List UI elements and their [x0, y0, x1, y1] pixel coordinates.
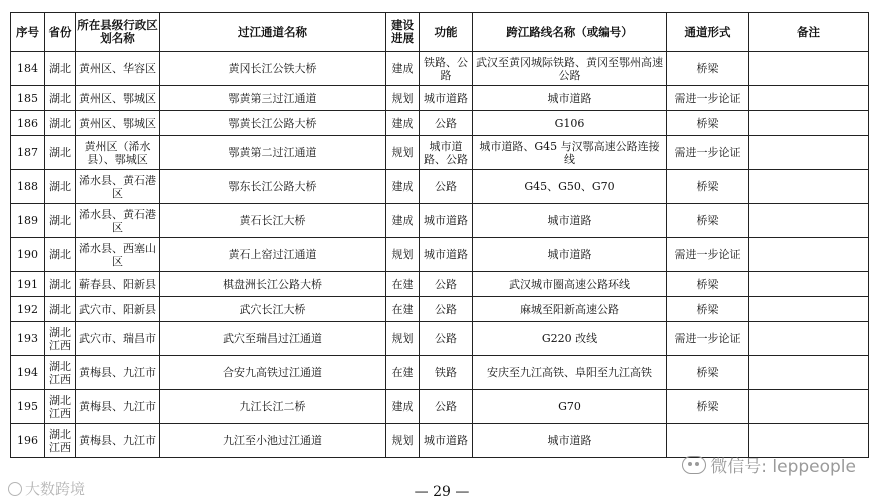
cell-no: 193 [11, 322, 45, 356]
cell-county: 浠水县、黄石港区 [76, 204, 160, 238]
cell-no: 187 [11, 136, 45, 170]
cell-function: 城市道路 [420, 424, 473, 458]
cell-function: 公路 [420, 322, 473, 356]
cell-function: 城市道路、公路 [420, 136, 473, 170]
cell-remark [749, 356, 869, 390]
cell-route: 城市道路、G45 与汉鄂高速公路连接线 [473, 136, 667, 170]
header-remark: 备注 [749, 13, 869, 52]
table-row [11, 356, 869, 390]
cell-county: 黄梅县、九江市 [76, 424, 160, 458]
header-route: 跨江路线名称（或编号） [473, 13, 667, 52]
cell-function: 城市道路 [420, 238, 473, 272]
cell-route: 城市道路 [473, 424, 667, 458]
cell-function: 城市道路 [420, 204, 473, 238]
cell-remark [749, 136, 869, 170]
cell-province: 湖北 [45, 86, 76, 111]
cell-county: 黄州区、鄂城区 [76, 86, 160, 111]
cell-function: 公路 [420, 111, 473, 136]
cell-status: 建成 [386, 170, 420, 204]
cell-no: 192 [11, 297, 45, 322]
cell-remark [749, 170, 869, 204]
cell-form: 桥梁 [667, 52, 749, 86]
header-status: 建设进展 [386, 13, 420, 52]
cell-route: 武汉至黄冈城际铁路、黄冈至鄂州高速公路 [473, 52, 667, 86]
cell-name: 黄石长江大桥 [160, 204, 386, 238]
table-row [11, 52, 869, 86]
wechat-icon [682, 456, 706, 474]
cell-form: 桥梁 [667, 390, 749, 424]
cell-form: 桥梁 [667, 170, 749, 204]
cell-county: 黄州区、鄂城区 [76, 111, 160, 136]
cell-form: 桥梁 [667, 204, 749, 238]
cell-function: 公路 [420, 390, 473, 424]
cell-name: 九江至小池过江通道 [160, 424, 386, 458]
cell-form: 需进一步论证 [667, 136, 749, 170]
cell-county: 武穴市、瑞昌市 [76, 322, 160, 356]
table-row [11, 111, 869, 136]
cell-county: 浠水县、黄石港区 [76, 170, 160, 204]
cell-county: 蕲春县、阳新县 [76, 272, 160, 297]
logo-text: 大数跨境 [25, 480, 86, 498]
cell-county: 黄州区（浠水县）、鄂城区 [76, 136, 160, 170]
table-row [11, 322, 869, 356]
cell-remark [749, 204, 869, 238]
cell-route: G70 [473, 390, 667, 424]
cell-no: 195 [11, 390, 45, 424]
cell-province: 湖北江西 [45, 356, 76, 390]
watermark-text: 微信号: leppeople [710, 457, 856, 477]
crossing-table [10, 12, 869, 458]
cell-status: 建成 [386, 204, 420, 238]
cell-county: 武穴市、阳新县 [76, 297, 160, 322]
cell-form: 需进一步论证 [667, 86, 749, 111]
cell-remark [749, 272, 869, 297]
cell-status: 在建 [386, 272, 420, 297]
cell-function: 铁路、公路 [420, 52, 473, 86]
cell-form: 桥梁 [667, 356, 749, 390]
table-row [11, 86, 869, 111]
cell-name: 合安九高铁过江通道 [160, 356, 386, 390]
header-name: 过江通道名称 [160, 13, 386, 52]
cell-remark [749, 297, 869, 322]
wechat-watermark [682, 452, 856, 477]
cell-province: 湖北江西 [45, 322, 76, 356]
cell-status: 规划 [386, 238, 420, 272]
cell-name: 鄂东长江公路大桥 [160, 170, 386, 204]
cell-route: 城市道路 [473, 204, 667, 238]
cell-remark [749, 390, 869, 424]
cell-route: 城市道路 [473, 238, 667, 272]
cell-province: 湖北江西 [45, 424, 76, 458]
header-row [11, 13, 869, 52]
cell-function: 铁路 [420, 356, 473, 390]
cell-no: 188 [11, 170, 45, 204]
cell-route: G106 [473, 111, 667, 136]
cell-province: 湖北 [45, 136, 76, 170]
cell-function: 公路 [420, 272, 473, 297]
cell-form: 需进一步论证 [667, 238, 749, 272]
cell-remark [749, 238, 869, 272]
cell-remark [749, 322, 869, 356]
cell-form: 桥梁 [667, 272, 749, 297]
cell-remark [749, 111, 869, 136]
cell-function: 公路 [420, 297, 473, 322]
table-row [11, 204, 869, 238]
header-form: 通道形式 [667, 13, 749, 52]
cell-form: 桥梁 [667, 111, 749, 136]
cell-name: 武穴长江大桥 [160, 297, 386, 322]
cell-county: 黄梅县、九江市 [76, 356, 160, 390]
cell-status: 在建 [386, 356, 420, 390]
cell-remark [749, 52, 869, 86]
cell-county: 黄梅县、九江市 [76, 390, 160, 424]
cell-status: 规划 [386, 136, 420, 170]
cell-county: 黄州区、华容区 [76, 52, 160, 86]
cell-no: 184 [11, 52, 45, 86]
cell-function: 城市道路 [420, 86, 473, 111]
cell-route: 城市道路 [473, 86, 667, 111]
cell-route: G45、G50、G70 [473, 170, 667, 204]
cell-function: 公路 [420, 170, 473, 204]
cell-status: 规划 [386, 424, 420, 458]
table-row [11, 238, 869, 272]
table-row [11, 297, 869, 322]
cell-remark [749, 86, 869, 111]
cell-route: 麻城至阳新高速公路 [473, 297, 667, 322]
cell-province: 湖北 [45, 204, 76, 238]
cell-name: 鄂黄第三过江通道 [160, 86, 386, 111]
cell-province: 湖北 [45, 170, 76, 204]
table-row [11, 390, 869, 424]
cell-status: 规划 [386, 322, 420, 356]
header-province: 省份 [45, 13, 76, 52]
cell-no: 194 [11, 356, 45, 390]
cell-name: 棋盘洲长江公路大桥 [160, 272, 386, 297]
cell-county: 浠水县、西塞山区 [76, 238, 160, 272]
table-body [11, 52, 869, 458]
header-function: 功能 [420, 13, 473, 52]
cell-no: 191 [11, 272, 45, 297]
cell-status: 建成 [386, 111, 420, 136]
table-row [11, 136, 869, 170]
cell-no: 189 [11, 204, 45, 238]
cell-form: 需进一步论证 [667, 322, 749, 356]
cell-status: 建成 [386, 52, 420, 86]
table-row [11, 170, 869, 204]
cell-name: 九江长江二桥 [160, 390, 386, 424]
cell-name: 鄂黄第二过江通道 [160, 136, 386, 170]
cell-no: 185 [11, 86, 45, 111]
header-county: 所在县级行政区划名称 [76, 13, 160, 52]
cell-route: 武汉城市圈高速公路环线 [473, 272, 667, 297]
cell-province: 湖北 [45, 238, 76, 272]
cell-no: 196 [11, 424, 45, 458]
cell-status: 在建 [386, 297, 420, 322]
page-number: — 29 — [414, 484, 470, 500]
cell-province: 湖北 [45, 297, 76, 322]
cell-no: 186 [11, 111, 45, 136]
cell-name: 黄冈长江公铁大桥 [160, 52, 386, 86]
cell-status: 建成 [386, 390, 420, 424]
cell-name: 武穴至瑞昌过江通道 [160, 322, 386, 356]
header-no: 序号 [11, 13, 45, 52]
cell-province: 湖北 [45, 52, 76, 86]
cell-province: 湖北 [45, 111, 76, 136]
cell-name: 黄石上窑过江通道 [160, 238, 386, 272]
cell-form: 桥梁 [667, 297, 749, 322]
table-row [11, 272, 869, 297]
cell-status: 规划 [386, 86, 420, 111]
cell-route: 安庆至九江高铁、阜阳至九江高铁 [473, 356, 667, 390]
cell-no: 190 [11, 238, 45, 272]
cell-province: 湖北江西 [45, 390, 76, 424]
cell-province: 湖北 [45, 272, 76, 297]
cell-route: G220 改线 [473, 322, 667, 356]
cell-name: 鄂黄长江公路大桥 [160, 111, 386, 136]
